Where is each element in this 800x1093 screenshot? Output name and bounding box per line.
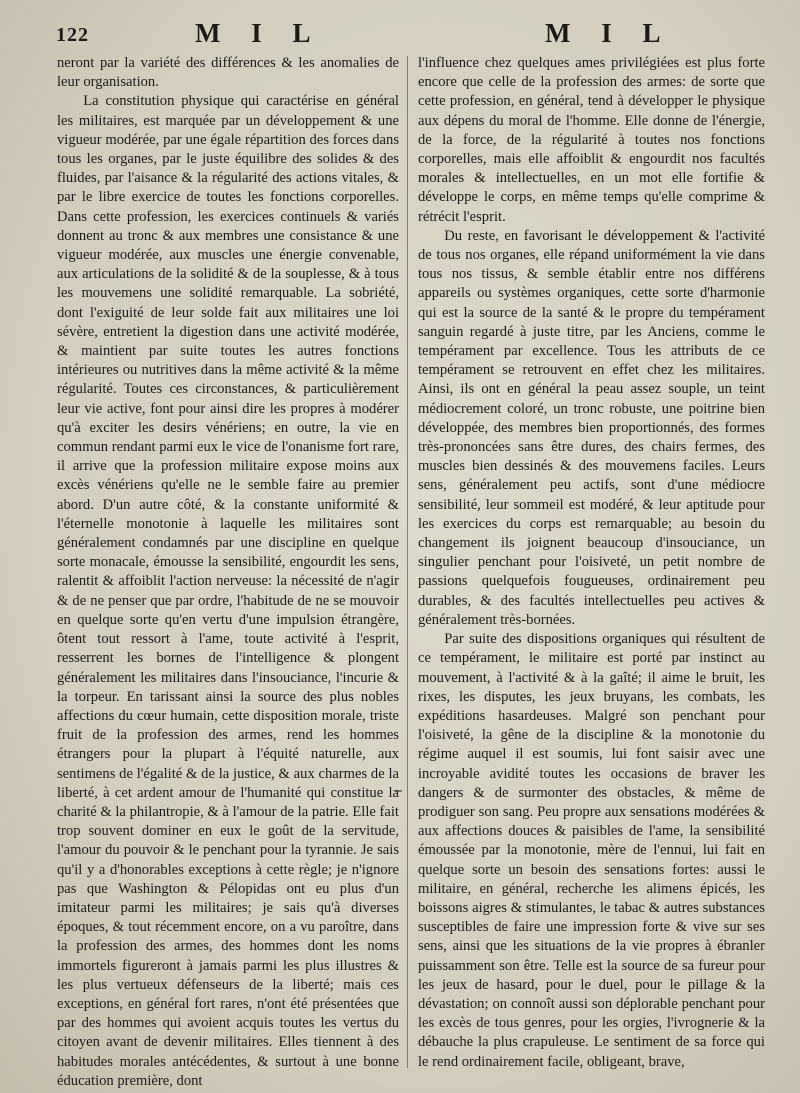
paragraph: neront par la variété des différences & les anomalies de leur organisation. <box>57 55 399 91</box>
right-column <box>418 54 765 1072</box>
paragraph: Du reste, en favorisant le développement & l'activité de tous nos organes, elle répand uniformément la vie dans tous nos tissus, & semble établir entre nos différens appareils ou systèmes organiques, cette sorte d'harmonie qui est la source de la santé & le propre du tempérament sanguin regardé à juste titre, par les Anciens, comme le tempérament par excellence. Tous les attributs de ce tempérament se retrouvent en effet chez les militaires. Ainsi, ils ont en général la peau assez souple, un teint médiocrement coloré, un tronc robuste, une poitrine bien développée, des membres bien proportionnés, des formes très-prononcées sans être dures, des chairs fermes, des muscles bien dessinés & des mouvemens faciles. Leurs sens, généralement peu actifs, sont d'une médiocre sensibilité, leur sommeil est modéré, & leur aptitude pour les exercices du corps est remarquable; au besoin du changement ils joignent beaucoup d'insouciance, un singulier penchant pour l'oisiveté, un petit nombre de passions quelquefois fougueuses, ordinairement peu durables, & des facultés intellectuelles peu actives & généralement très-bornées. <box>418 227 765 628</box>
column-divider <box>407 56 408 1068</box>
running-head-left: M I L <box>195 18 323 48</box>
paragraph: Par suite des dispositions organiques qui résultent de ce tempérament, le militaire est porté par instinct au mouvement, à l'activité & à la gaîté; il aime le bruit, les rixes, les disputes, les jeux bruyans, les combats, les expéditions hasardeuses. Malgré son penchant pour l'oisiveté, la gêne de la discipline & la monotonie du régime auquel il est soumis, lui font saisir avec une incroyable avidité toutes les occasions de braver les dangers & de surmonter des obstacles, & même de prodiguer son sang. Peu propre aux sensations modérées & aux affections douces & paisibles de l'ame, la sensibilité émoussée par la monotonie, mère de l'ennui, lui fait en quelque sorte un besoin des sensations fortes: aussi le militaire, en général, recherche les alimens épicés, les boissons aigres & stimulantes, le tabac & autres substances susceptibles de faire une impression forte & vive sur ses sens, ainsi que les situations de la vie propres à ébranler puissamment son être. Telle est la source de sa fureur pour les jeux de hasard, pour le duel, pour le pillage & la dévastation; on connoît aussi son déplorable penchant pour les excès de tous genres, pour les orgies, l'ivrognerie & la débauche la plus crapuleuse. Le sentiment de sa force qui le rend ordinairement facile, obligeant, brave, <box>418 631 765 1070</box>
left-column <box>57 54 399 1091</box>
running-head-right: M I L <box>545 18 673 48</box>
paragraph: l'influence chez quelques ames privilégiées est plus forte encore que celle de la profession des armes: de sorte que cette profession, en général, tend à développer le physique aux dépens du moral de l'homme. Elle donne de l'énergie, de la force, de la régularité à toutes nos fonctions corporelles, mais elle affoiblit & engourdit nos facultés morales & intellectuelles, en un mot elle fortifie & développe le corps, en même temps qu'elle comprime & rétrécit l'esprit. <box>418 55 765 225</box>
page-number: 122 <box>56 24 89 46</box>
page-header <box>0 16 800 56</box>
paragraph: La constitution physique qui caractérise en général les militaires, est marquée par un développement & une vigueur modérée, par une égale répartition des forces dans tous les organes, par le juste équilibre des solides & des fluides, par l'aisance & la régularité des actions vitales, & par le libre exercice de toutes les fonctions corporelles. Dans cette profession, les exercices continuels & variés donnent au tronc & aux membres une consistance & une vigueur modérée, aux muscles une énergie convenable, aux articulations de la solidité & de la souplesse, & à tous les mouvemens une solidité remarquable. La sobriété, dont l'exiguité de leur solde fait aux militaires une loi sévère, entretient la digestion dans une activité modérée, & maintient par suite toutes les autres fonctions intérieures ou nutritives dans la même activité & la même régularité. Toutes ces circonstances, & particulièrement leur vie active, font pour ainsi dire les propres à modérer qu'à exciter les desirs vénériens; en outre, la vie en commun rendant parmi eux le vice de l'onanisme fort rare, il arrive que la profession militaire expose moins aux excès vénériens qu'elle ne le semble faire au premier abord. D'un autre côté, & la constante uniformité & l'éternelle monotonie à laquelle les militaires sont généralement condamnés par une discipline en quelque sorte monacale, émousse la sensibilité, engourdit les sens, ralentit & affoiblit l'action nerveuse: la nécessité de n'agir & de ne penser que par ordre, l'habitude de ne se mouvoir en quelque sorte qu'en vertu d'une impulsion étrangère, ôtent tout ressort à l'ame, toute activité à l'esprit, resserrent les bornes de l'intelligence & plongent généralement les militaires dans l'insouciance, l'incurie & la torpeur. En tarissant ainsi la source des plus nobles affections du cœur humain, cette disposition morale, triste fruit de la profession des armes, rend les hommes étrangers pour la plupart à l'équité naturelle, aux sentimens de l'égalité & de la justice, & aux charmes de la liberté, à cet ardent amour de l'humanité qui constitue la charité & la philantropie, & à l'amour de la patrie. Elle fait trop souvent dominer en eux le goût de la servitude, l'amour du pouvoir & le penchant pour la tyrannie. Je sais qu'il y a d'honorables exceptions à cette règle; je n'ignore pas que Washington & Pélopidas ont eu plus d'un imitateur parmi les militaires; je sais qu'à diverses époques, & tout récemment encore, on a vu paroître, dans la profession des armes, des hommes dont les noms immortels figureront à jamais parmi les plus illustres & les plus vertueux défenseurs de la liberté; mais ces exceptions, en général fort rares, n'ont été présentées que par des hommes qui avoient acquis toutes les vertus du citoyen avant de devenir militaires. Elles tiennent à des habitudes morales antécédentes, & surtout à une bonne éducation première, dont <box>57 93 399 1089</box>
